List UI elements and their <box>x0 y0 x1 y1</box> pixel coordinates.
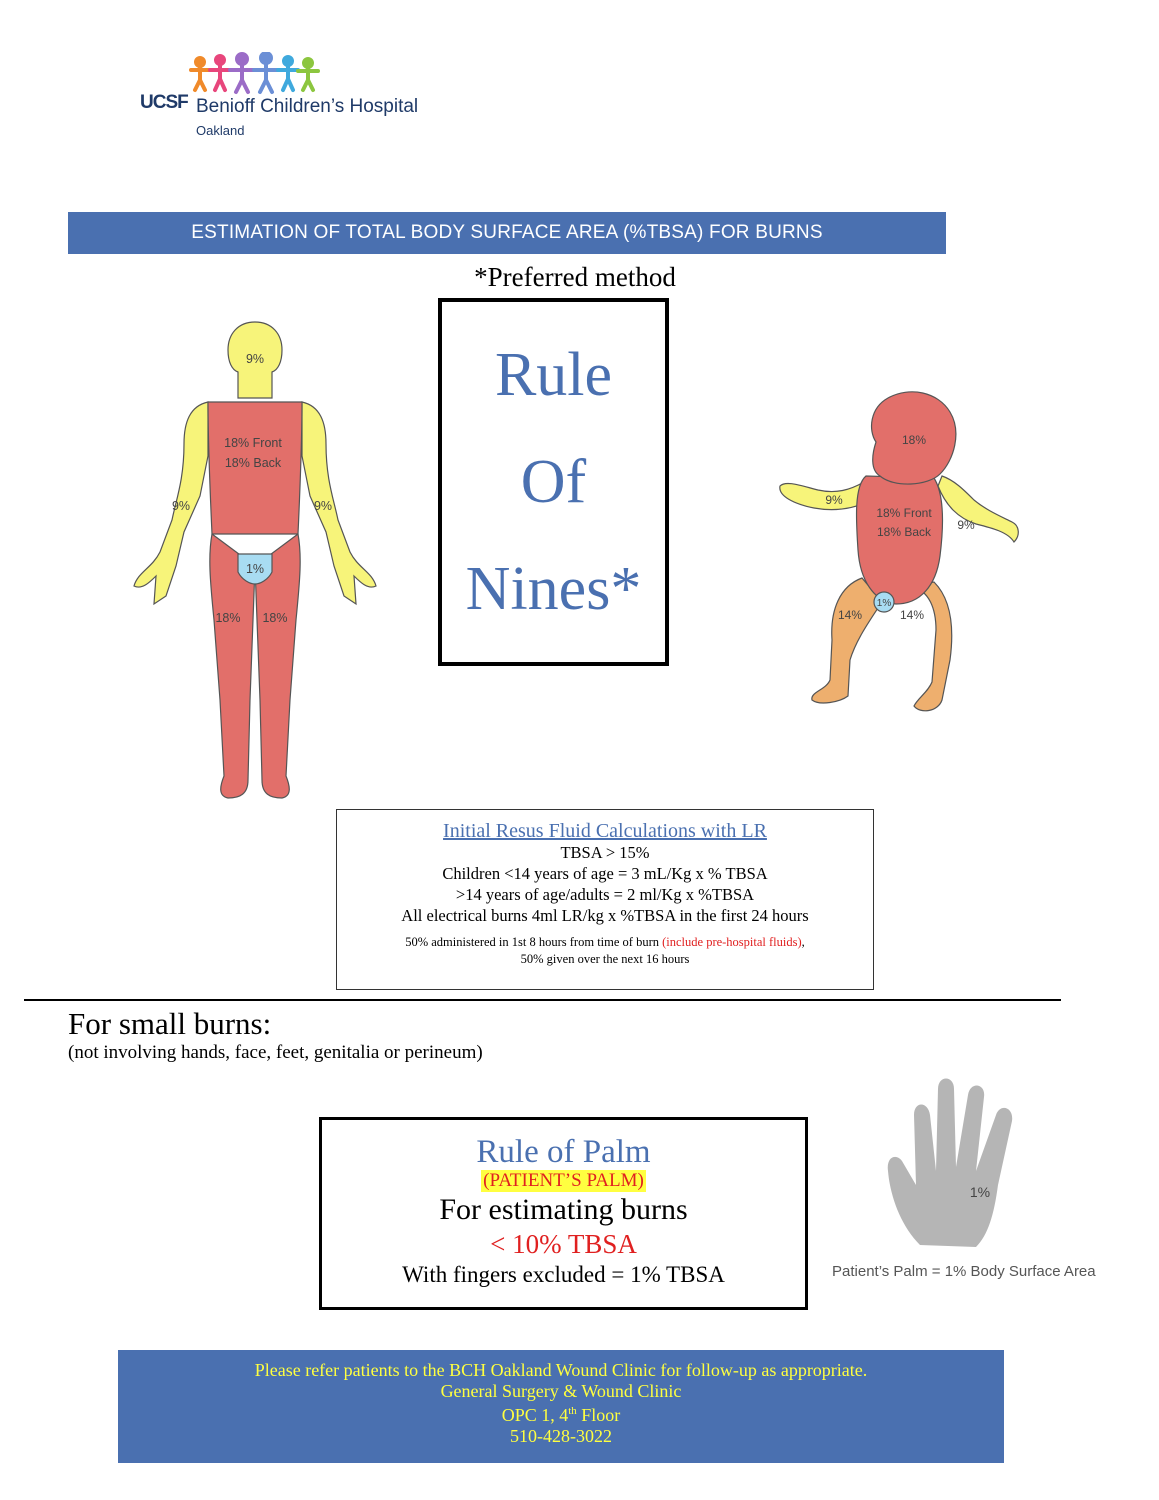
adult-left-leg-label: 18% <box>215 611 241 625</box>
page-title: ESTIMATION OF TOTAL BODY SURFACE AREA (%TBSA) FOR BURNS <box>68 212 946 254</box>
child-groin-label: 1% <box>876 598 892 609</box>
child-left-leg-label: 14% <box>837 608 863 622</box>
child-left-arm <box>780 482 868 510</box>
hand-palm-icon <box>880 1075 1050 1250</box>
child-right-arm <box>938 476 1018 542</box>
adult-head-label: 9% <box>245 352 265 366</box>
logo-location: Oakland <box>196 123 245 138</box>
hand-label: 1% <box>969 1184 991 1200</box>
fluid-note-part2: , <box>801 935 805 949</box>
logo-brand: UCSF <box>140 92 188 113</box>
fluid-note-red: (include pre-hospital fluids) <box>662 935 802 949</box>
child-head-label: 18% <box>901 433 927 447</box>
child-right-leg-label: 14% <box>899 608 925 622</box>
fluid-note <box>337 934 873 968</box>
child-left-leg <box>812 578 882 703</box>
footer-phone: 510-428-3022 <box>510 1425 612 1446</box>
footer-line3-post: Floor <box>576 1405 621 1425</box>
hospital-logo-people-icon <box>188 52 328 96</box>
footer-line3-sup: th <box>568 1405 577 1417</box>
adult-trunk-front-label: 18% Front <box>224 436 282 450</box>
adult-left-arm-label: 9% <box>171 499 191 513</box>
child-trunk <box>856 476 942 604</box>
rule-of-palm-line3: With fingers excluded = 1% TBSA <box>402 1262 725 1287</box>
adult-right-leg-label: 18% <box>262 611 288 625</box>
fluid-line-adults: >14 years of age/adults = 2 ml/Kg x %TBSA <box>455 885 755 904</box>
child-trunk-front-label: 18% Front <box>876 506 932 520</box>
footer-referral-banner <box>118 1350 1004 1463</box>
rule-of-nines-line2: Of <box>520 447 587 516</box>
hand-caption: Patient’s Palm = 1% Body Surface Area <box>832 1263 1096 1280</box>
rule-of-palm-line2: < 10% TBSA <box>490 1229 637 1259</box>
adult-right-arm-label: 9% <box>313 499 333 513</box>
child-right-leg <box>910 582 952 711</box>
footer-line3-pre: OPC 1, 4 <box>501 1405 569 1425</box>
preferred-method-note: *Preferred method <box>474 262 676 292</box>
adult-groin-label: 1% <box>245 562 265 576</box>
fluid-line-tbsa: TBSA > 15% <box>560 843 650 862</box>
footer-line2: General Surgery & Wound Clinic <box>440 1380 682 1401</box>
footer-line3 <box>118 1401 1004 1426</box>
adult-trunk-back-label: 18% Back <box>224 456 282 470</box>
rule-of-palm-title: Rule of Palm <box>476 1134 651 1170</box>
child-trunk-back-label: 18% Back <box>876 525 932 539</box>
child-left-arm-label: 9% <box>825 493 843 507</box>
rule-of-palm-line1: For estimating burns <box>439 1193 688 1226</box>
logo-hospital-name: Benioff Children’s Hospital <box>196 96 419 117</box>
fluid-calculation-box <box>336 809 874 990</box>
fluid-note-line2: 50% given over the next 16 hours <box>520 952 690 966</box>
rule-of-nines-line3: Nines* <box>465 554 642 623</box>
fluid-title: Initial Resus Fluid Calculations with LR <box>443 820 767 842</box>
fluid-line-electrical: All electrical burns 4ml LR/kg x %TBSA in the first 24 hours <box>401 906 809 925</box>
adult-body-diagram <box>120 320 390 805</box>
child-right-arm-label: 9% <box>957 518 975 532</box>
fluid-note-part1: 50% administered in 1st 8 hours from time of burn <box>405 935 663 949</box>
small-burns-subheading: (not involving hands, face, feet, genitalia or perineum) <box>68 1042 483 1063</box>
section-divider <box>24 999 1061 1001</box>
rule-of-nines-box <box>438 298 669 666</box>
rule-of-palm-subtitle: (PATIENT’S PALM) <box>483 1170 644 1191</box>
rule-of-palm-box <box>319 1117 808 1310</box>
child-body-diagram <box>770 390 1030 720</box>
footer-line1: Please refer patients to the BCH Oakland Wound Clinic for follow-up as appropriate. <box>254 1360 868 1380</box>
small-burns-heading: For small burns: <box>68 1006 272 1041</box>
fluid-line-children: Children <14 years of age = 3 mL/Kg x % TBSA <box>442 864 768 883</box>
rule-of-nines-line1: Rule <box>494 341 613 410</box>
